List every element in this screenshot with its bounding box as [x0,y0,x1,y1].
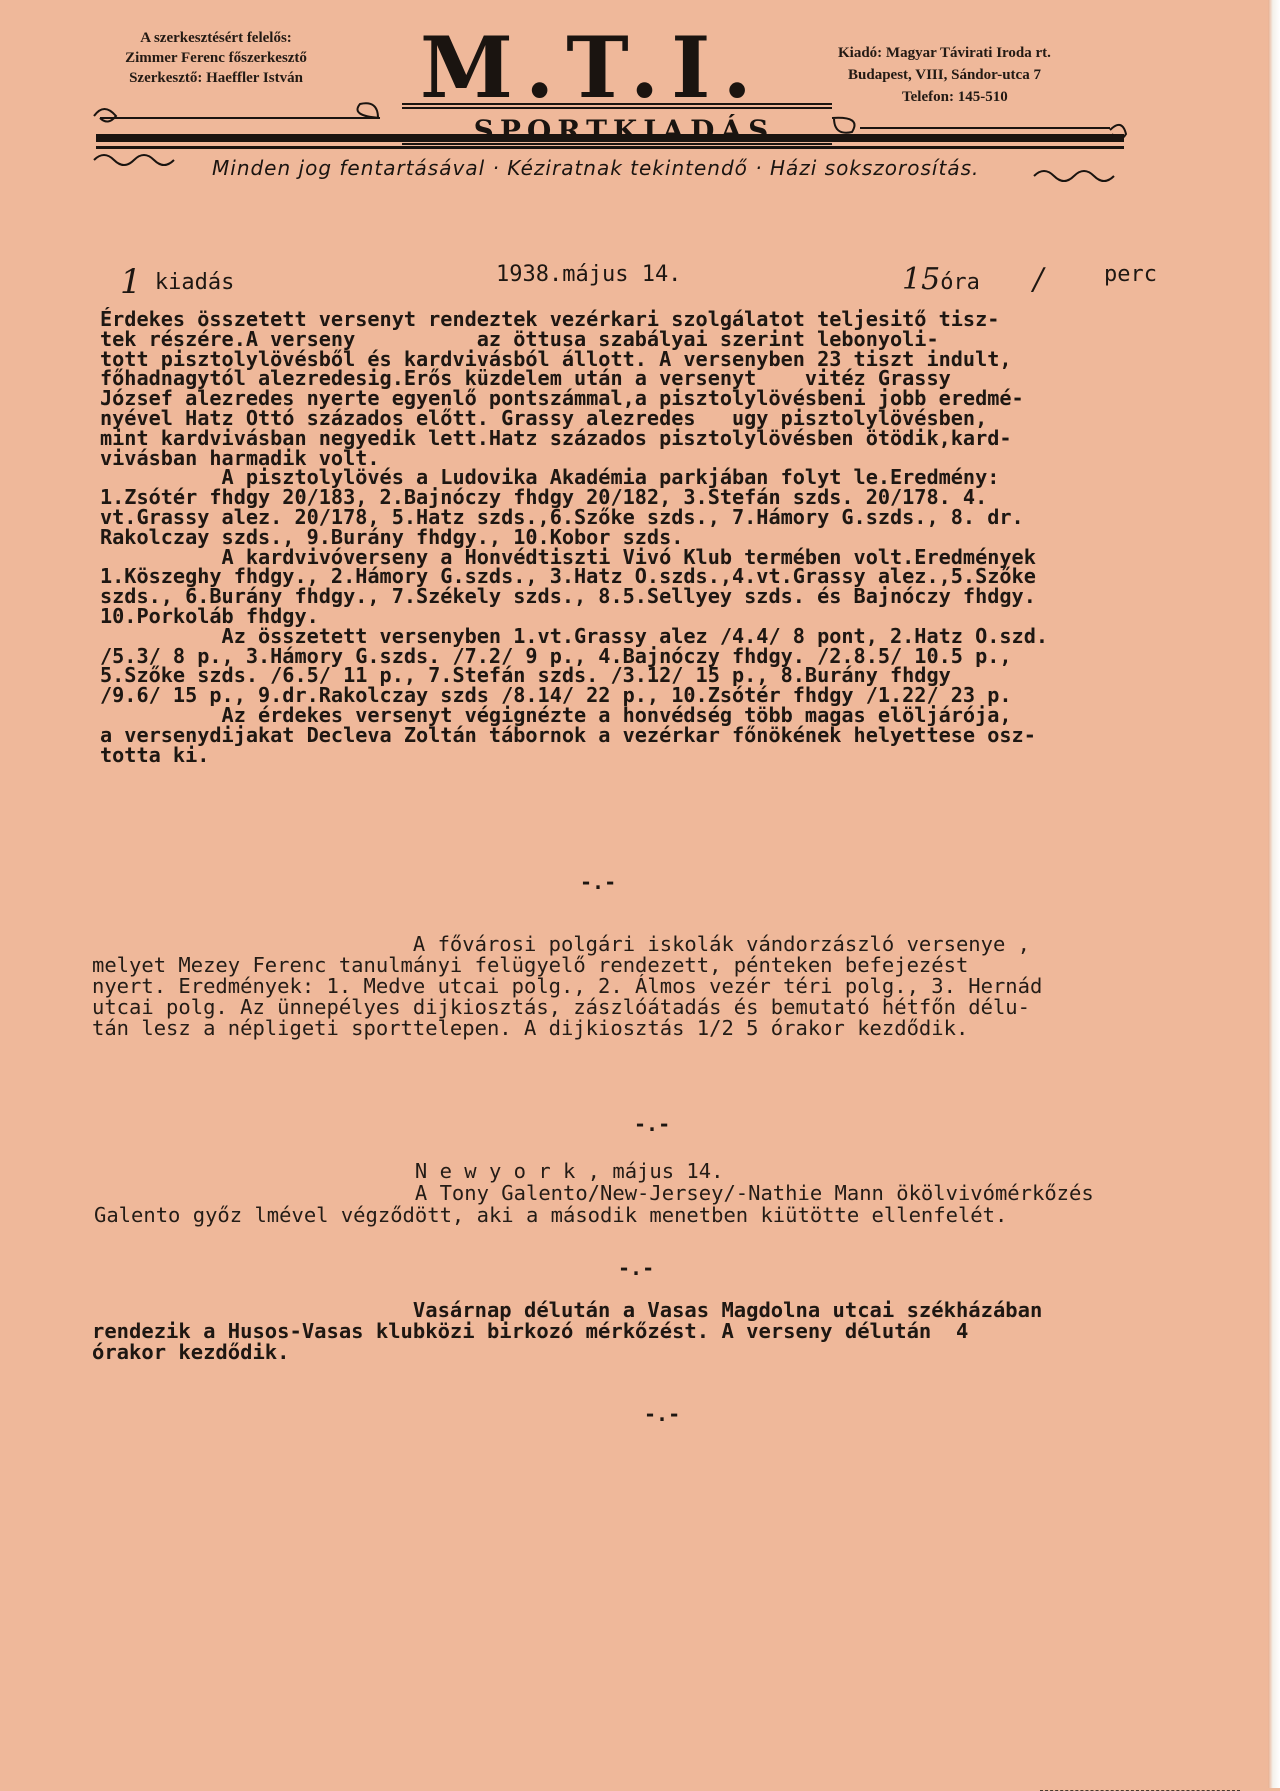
hour-field [902,262,1043,297]
hour-label: óra [940,270,980,295]
edition-number: 1 [120,262,142,302]
publisher-line: Kiadó: Magyar Távirati Iroda rt. [838,45,1051,61]
article-newyork-boxing: N e w y o r k , május 14. A Tony Galento/New-Jersey/-Nathie Mann ökölvivómérkőzés Galento győz lmével végződött, aki a második menetben kiütötte ellenfelét. [94,1159,1094,1227]
masthead-tagline: Minden jog fentartásával · Kéziratnak tekintendő · Házi sokszorosítás. [212,156,980,180]
page-edge [1268,0,1280,1788]
edition-label: kiadás [154,270,235,295]
article-wrestling-match: Vasárnap délután a Vasas Magdolna utcai székházában rendezik a Husos-Vasas klubközi birkozó mérkőzést. A verseny délután 4 órakor kezdődik. [92,1298,1043,1364]
editor-line: Szerkesztő: Haeffler István [129,70,303,86]
masthead-editors [86,28,346,88]
minute-value: / [1033,262,1044,297]
masthead-subtitle: SPORTKIADÁS [473,114,775,147]
article-school-flag-contest: A fővárosi polgári iskolák vándorzászló versenye , melyet Mezey Ferenc tanulmányi felügyelő rendezett, pénteken befejezést nyert. Eredmények: 1. Medve utcai polg., 2. Álmos vezér téri polg., 3. Hernád utcai polg. Az ünnepélyes dijkiosztás, zászlóátadás és bemutató hétfőn délu- tán lesz a népligeti sporttelepen. A dijkiosztás 1/2 5 órakor kezdődik. [92,932,1043,1040]
issue-date: 1938.május 14. [496,262,682,287]
edition-field [120,262,234,302]
separator: -.- [644,1402,681,1426]
publisher-line: Budapest, VIII, Sándor-utca 7 [848,67,1041,83]
publisher-line: Telefon: 145-510 [902,89,1008,105]
editor-line: Zimmer Ferenc főszerkesztő [125,50,307,66]
separator: -.- [580,870,617,894]
separator: -.- [618,1256,655,1280]
hour-value: 15 [902,262,941,297]
article-officers-competition: Érdekes összetett versenyt rendeztek vezérkari szolgálatot teljesitő tisz- tek részére.A verseny az öttusa szabályai szerint lebonyoli- tott pisztolylövésből és kardvivásból állott. A versenyben 23 tiszt indult, főhadnagytól alezredesig.Erős küzdelem után a versenyt vitéz Grassy József alezredes nyerte egyenlő pontszámmal,a pisztolylövésbeni jobb eredmé- nyével Hatz Ottó százados előtt. Grassy alezredes ugy pisztolylövésben, mint kardvivásban negyedik lett.Hatz százados pisztolylövésben ötödik,kard- vivásban harmadik volt. A pisztolylövés a Ludovika Akadémia parkjában folyt le.Eredmény: 1.Zsótér fhdgy 20/183, 2.Bajnóczy fhdgy 20/182, 3.Stefán szds. 20/178. 4. vt.Grassy alez. 20/178, 5.Hatz szds.,6.Szőke szds., 7.Hámory G.szds., 8. dr. Rakolczay szds., 9.Burány fhdgy., 10.Kobor szds. A kardvivóverseny a Honvédtiszti Vivó Klub termében volt.Eredmények 1.Köszeghy fhdgy., 2.Hámory G.szds., 3.Hatz O.szds.,4.vt.Grassy alez.,5.Szőke szds., 6.Burány fhdgy., 7.Székely szds., 8.5.Sellyey szds. és Bajnóczy fhdgy. 10.Porkoláb fhdgy. Az összetett versenyben 1.vt.Grassy alez /4.4/ 8 pont, 2.Hatz O.szd. /5.3/ 8 p., 3.Hámory G.szds. /7.2/ 9 p., 4.Bajnóczy fhdgy. /2.8.5/ 10.5 p., 5.Szőke szds. /6.5/ 11 p., 7.Stefán szds. /3.12/ 15 p., 8.Burány fhdgy /9.6/ 15 p., 9.dr.Rakolczay szds /8.14/ 22 p., 10.Zsótér fhdgy /1.22/ 23 p. Az érdekes versenyt végignézte a honvédség több magas elöljárója, a versenydijakat Decleva Zoltán tábornok a vezérkar főnökének helyettese osz- totta ki. [100,307,1049,767]
minute-label: perc [1104,262,1157,287]
editor-line: A szerkesztésért felelős: [140,30,292,46]
mti-logo: M.T.I. [420,18,764,117]
separator: -.- [634,1112,671,1136]
